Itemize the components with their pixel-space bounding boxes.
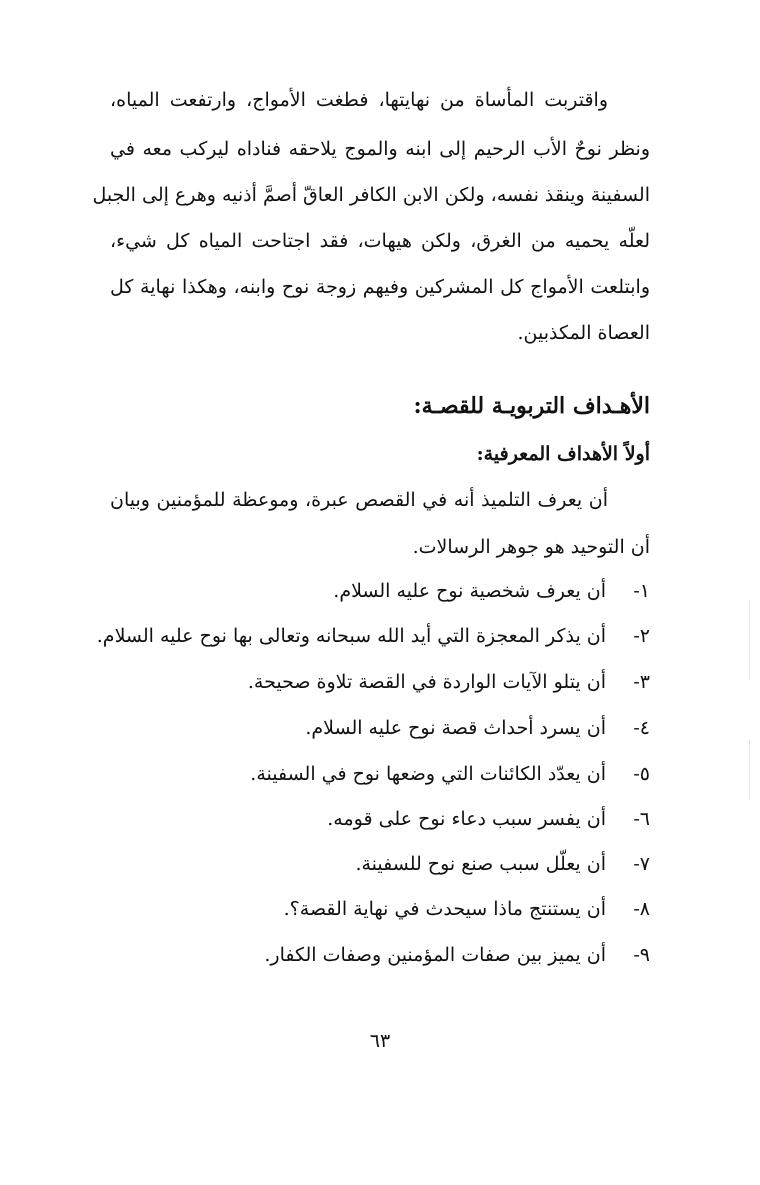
story-line: السفينة وينقذ نفسه، ولكن الابن الكافر العاقّ أصمَّ أذنيه وهرع إلى الجبل (92, 184, 650, 206)
list-item-number: ٤- (633, 717, 650, 739)
list-item-number: ٩- (633, 944, 650, 966)
list-item-text: أن يعلّل سبب صنع نوح للسفينة. (355, 853, 606, 875)
list-item-text: أن يعدّد الكائنات التي وضعها نوح في السفينة. (250, 763, 606, 785)
list-item-number: ١- (633, 580, 650, 602)
list-item (327, 808, 650, 830)
list-item (305, 717, 650, 739)
list-item-text: أن يذكر المعجزة التي أيد الله سبحانه وتعالى بها نوح عليه السلام. (96, 625, 606, 647)
list-item (333, 580, 650, 602)
list-item (248, 671, 650, 693)
list-item-text: أن يعرف شخصية نوح عليه السلام. (333, 580, 606, 602)
story-line: لعلّه يحميه من الغرق، ولكن هيهات، فقد اجتاحت المياه كل شيء، (110, 230, 650, 252)
list-item-text: أن يستنتج ماذا سيحدث في نهاية القصة؟. (283, 898, 606, 920)
list-item (250, 763, 650, 785)
section-heading: الأهـداف التربويـة للقصـة: (413, 393, 650, 419)
list-item-number: ٨- (633, 898, 650, 920)
list-item-number: ٣- (633, 671, 650, 693)
section-subheading: أولاً الأهداف المعرفية: (476, 443, 650, 465)
list-item-text: أن يفسر سبب دعاء نوح على قومه. (327, 808, 606, 830)
list-item-number: ٦- (633, 808, 650, 830)
list-item-number: ٧- (633, 853, 650, 875)
story-line: العصاة المكذبين. (517, 322, 650, 344)
list-item-number: ٢- (633, 625, 650, 647)
list-item-text: أن يميز بين صفات المؤمنين وصفات الكفار. (264, 944, 606, 966)
story-line: واقتربت المأساة من نهايتها، فطغت الأمواج، وارتفعت المياه، (110, 89, 608, 111)
story-line: وابتلعت الأمواج كل المشركين وفيهم زوجة نوح وابنه، وهكذا نهاية كل (110, 276, 650, 298)
intro-line: أن التوحيد هو جوهر الرسالات. (412, 536, 650, 558)
list-item-number: ٥- (633, 763, 650, 785)
story-line: ونظر نوحٌ الأب الرحيم إلى ابنه والموج يلاحقه فناداه ليركب معه في (110, 138, 650, 160)
list-item (355, 853, 650, 875)
list-item (97, 625, 650, 647)
list-item (264, 944, 650, 966)
list-item-text: أن يتلو الآيات الواردة في القصة تلاوة صحيحة. (247, 671, 606, 693)
list-item (284, 898, 650, 920)
list-item-text: أن يسرد أحداث قصة نوح عليه السلام. (305, 717, 606, 739)
scan-edge-mark (749, 740, 750, 800)
intro-line: أن يعرف التلميذ أنه في القصص عبرة، وموعظة للمؤمنين وبيان (110, 489, 608, 511)
scan-edge-mark (749, 600, 750, 680)
page-number: ٦٣ (369, 1030, 391, 1052)
